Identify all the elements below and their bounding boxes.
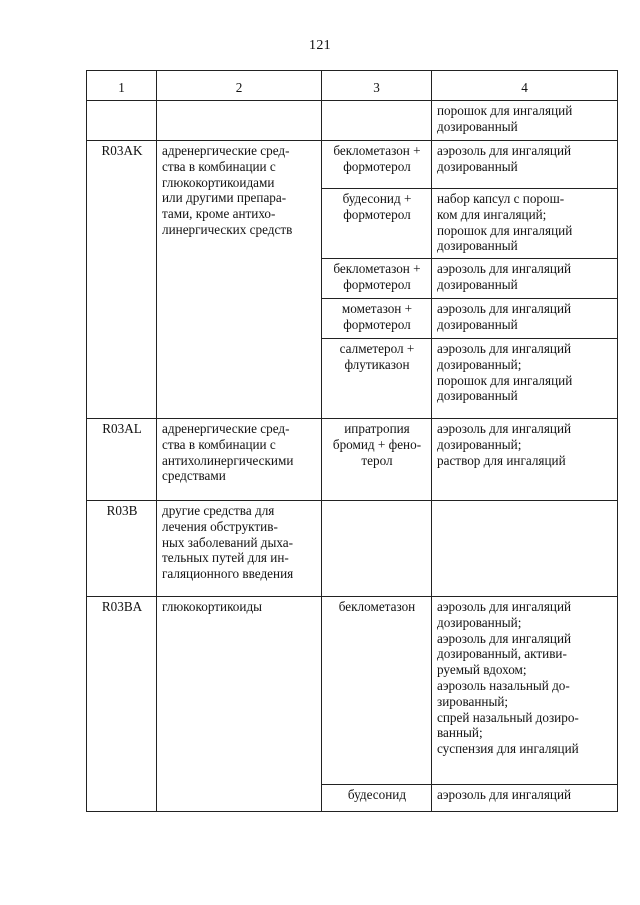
header-row (87, 71, 618, 101)
group-line: глюкокортикоиды (162, 599, 263, 614)
table-row (87, 419, 618, 501)
group-line: тельных путей для ин- (162, 550, 289, 566)
substance-cell (322, 501, 432, 597)
form-cell (432, 299, 618, 339)
form-line: порошок для ингаляций (437, 372, 573, 388)
form-line: дозированный (437, 238, 518, 254)
form-line: дозированный; (437, 614, 522, 630)
code-cell: R03BA (87, 597, 157, 812)
substance-line: флутиказон (344, 356, 410, 372)
substance-cell (322, 189, 432, 259)
group-line: глюкокортикоидами (162, 174, 275, 190)
form-cell (432, 419, 618, 501)
form-line: аэрозоль для ингаляций (437, 261, 572, 276)
group-line: адренергические сред- (162, 421, 290, 436)
substance-line: будесонид (347, 787, 407, 802)
substance-line: ипратропия (344, 421, 410, 436)
header-col-1: 1 (87, 71, 157, 101)
substance-line: формотерол (343, 276, 411, 292)
form-line: аэрозоль для ингаляций (437, 341, 572, 356)
form-line: дозированный (437, 388, 518, 404)
table-row (87, 597, 618, 785)
form-line: аэрозоль для ингаляций (437, 599, 572, 614)
substance-line: беклометазон (338, 599, 416, 614)
code-cell: R03B (87, 501, 157, 597)
form-line: руемый вдохом; (437, 662, 527, 678)
substance-cell (322, 141, 432, 189)
form-cell (432, 189, 618, 259)
substance-line: формотерол (343, 206, 411, 222)
substance-line: терол (361, 452, 393, 468)
code-cell: R03AK (87, 141, 157, 419)
group-line: линергических средств (162, 221, 293, 237)
form-line: аэрозоль для ингаляций (437, 630, 572, 646)
substance-cell (322, 101, 432, 141)
form-line: дозированный (437, 158, 518, 174)
form-cell (432, 597, 618, 785)
header-col-2: 2 (157, 71, 322, 101)
form-line: дозированный, активи- (437, 646, 567, 662)
form-line: порошок для ингаляций (437, 103, 573, 118)
group-line: средствами (162, 468, 226, 484)
group-cell (157, 419, 322, 501)
group-line: антихолинергическими (162, 452, 294, 468)
group-line: галяционного введения (162, 566, 294, 582)
form-cell (432, 785, 618, 812)
form-line: дозированный; (437, 436, 522, 452)
group-line: или другими препара- (162, 190, 287, 206)
drug-classification-table (86, 70, 618, 812)
group-line: другие средства для (162, 503, 275, 518)
form-line: суспензия для ингаляций (437, 741, 579, 757)
substance-line: формотерол (343, 158, 411, 174)
form-line: дозированный (437, 118, 518, 134)
form-cell (432, 101, 618, 141)
code-cell: R03AL (87, 419, 157, 501)
group-cell (157, 597, 322, 812)
form-cell (432, 501, 618, 597)
form-line: ванный; (437, 725, 483, 741)
form-cell (432, 339, 618, 419)
continuation-row (87, 101, 618, 141)
substance-cell (322, 299, 432, 339)
substance-line: салметерол + (339, 341, 415, 356)
group-line: лечения обструктив- (162, 518, 278, 534)
group-line: тами, кроме антихо- (162, 206, 276, 222)
substance-line: мометазон + (341, 301, 413, 316)
group-line: ства в комбинации с (162, 436, 276, 452)
form-line: дозированный (437, 316, 518, 332)
substance-line: будесонид + (342, 191, 412, 206)
form-line: дозированный; (437, 356, 522, 372)
form-line: аэрозоль назальный до- (437, 677, 570, 693)
substance-line: беклометазон + (333, 143, 421, 158)
form-cell (432, 141, 618, 189)
table-row (87, 501, 618, 597)
form-cell (432, 259, 618, 299)
group-line: ства в комбинации с (162, 158, 276, 174)
form-line: зированный; (437, 693, 509, 709)
form-line: раствор для ингаляций (437, 452, 566, 468)
page-number: 121 (309, 38, 331, 53)
substance-cell (322, 597, 432, 785)
form-line: ком для ингаляций; (437, 206, 547, 222)
group-line: ных заболеваний дыха- (162, 534, 294, 550)
substance-cell (322, 259, 432, 299)
form-line: аэрозоль для ингаляций (437, 301, 572, 316)
form-line: дозированный (437, 276, 518, 292)
substance-cell (322, 785, 432, 812)
form-line: спрей назальный дозиро- (437, 709, 579, 725)
form-line: аэрозоль для ингаляций (437, 787, 572, 802)
substance-cell (322, 419, 432, 501)
form-line: аэрозоль для ингаляций (437, 143, 572, 158)
table-row (87, 141, 618, 189)
header-col-4: 4 (432, 71, 618, 101)
form-line: набор капсул с порош- (437, 191, 565, 206)
group-cell (157, 501, 322, 597)
substance-line: бромид + фено- (332, 436, 422, 452)
group-cell (157, 101, 322, 141)
form-line: аэрозоль для ингаляций (437, 421, 572, 436)
table-body (87, 101, 618, 812)
header-col-3: 3 (322, 71, 432, 101)
group-line: адренергические сред- (162, 143, 290, 158)
form-line: порошок для ингаляций (437, 222, 573, 238)
code-cell (87, 101, 157, 141)
group-cell (157, 141, 322, 419)
substance-cell (322, 339, 432, 419)
substance-line: беклометазон + (333, 261, 421, 276)
substance-line: формотерол (343, 316, 411, 332)
